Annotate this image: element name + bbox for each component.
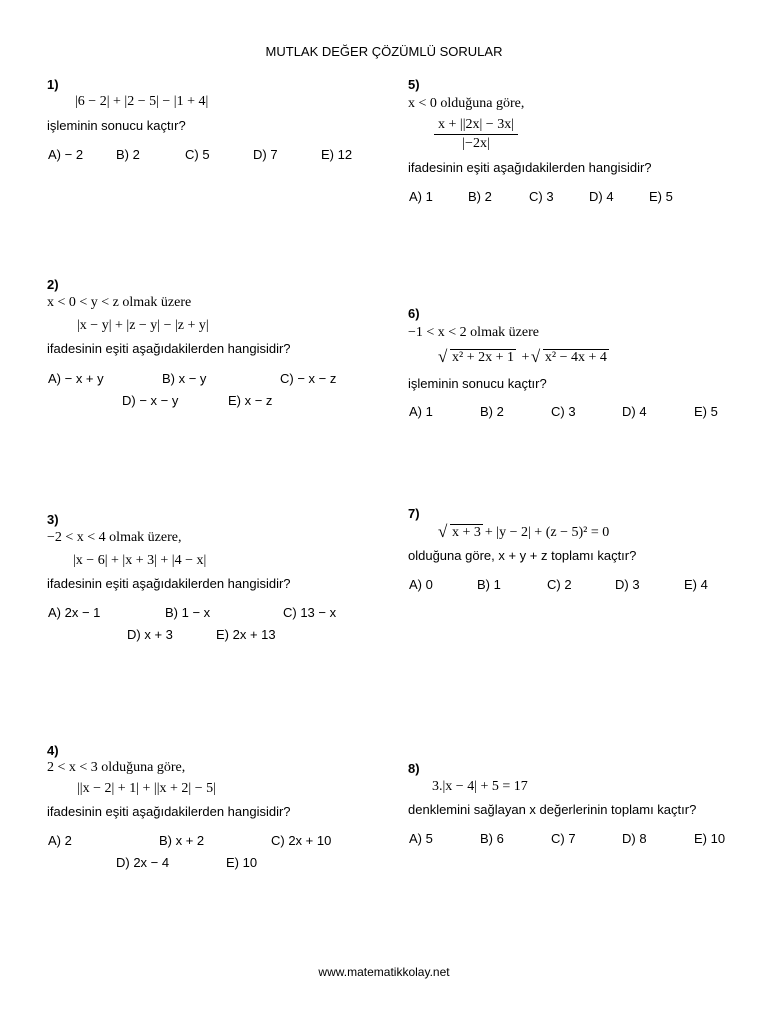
question-3-expression: |x − 6| + |x + 3| + |4 − x| [73,553,207,568]
question-3-condition: −2 < x < 4 olmak üzere, [47,530,182,545]
question-4-choice-b: B) x + 2 [159,833,205,848]
page-title: MUTLAK DEĞER ÇÖZÜMLÜ SORULAR [265,44,503,59]
question-5-condition: x < 0 olduğuna göre, [408,96,525,111]
question-4-condition: 2 < x < 3 olduğuna göre, [47,760,186,775]
question-7-choice-d: D) 3 [615,577,640,592]
question-2-condition: x < 0 < y < z olmak üzere [47,295,192,310]
question-3-choice-a: A) 2x − 1 [48,605,101,620]
question-4-expression: ||x − 2| + 1| + ||x + 2| − 5| [77,781,216,796]
question-8-choice-c: C) 7 [551,831,576,846]
question-2-choice-c: C) − x − z [280,371,337,386]
question-6-plus: + [521,350,530,365]
question-6-choice-d: D) 4 [622,404,647,419]
question-7-choice-a: A) 0 [409,577,433,592]
question-5-choice-e: E) 5 [649,189,673,204]
question-2-number: 2) [47,277,59,292]
question-1-text: işleminin sonucu kaçtır? [47,118,186,133]
question-5-choice-c: C) 3 [529,189,554,204]
question-6-radicand-1: x² + 2x + 1 [452,350,514,365]
question-7-choice-e: E) 4 [684,577,708,592]
question-7-choice-c: C) 2 [547,577,572,592]
question-8-choice-a: A) 5 [409,831,433,846]
question-6-choice-b: B) 2 [480,404,504,419]
question-4-choice-c: C) 2x + 10 [271,833,332,848]
question-4-number: 4) [47,743,59,758]
question-1-choice-a: A) − 2 [48,147,84,162]
footer-website-link[interactable]: www.matematikkolay.net [318,965,450,979]
question-1-number: 1) [47,77,59,92]
question-3-text: ifadesinin eşiti aşağıdakilerden hangisidir? [47,576,291,591]
sqrt-symbol [440,525,483,541]
question-1-choice-b: B) 2 [116,147,140,162]
sqrt-symbol-2 [533,350,609,366]
question-4-choice-a: A) 2 [48,833,72,848]
question-4-choice-d: D) 2x − 4 [116,855,170,870]
question-8-choice-d: D) 8 [622,831,647,846]
question-6-choice-a: A) 1 [409,404,433,419]
question-5-choice-a: A) 1 [409,189,433,204]
question-3-choice-c: C) 13 − x [283,605,337,620]
question-1-choice-d: D) 7 [253,147,278,162]
question-8-text: denklemini sağlayan x değerlerinin toplamı kaçtır? [408,802,697,817]
sqrt-symbol-1 [440,350,516,366]
question-3-choice-e: E) 2x + 13 [216,627,276,642]
question-7-radicand: x + 3 [452,525,481,540]
question-5-number: 5) [408,77,420,92]
question-4-text: ifadesinin eşiti aşağıdakilerden hangisidir? [47,804,291,819]
question-5-numerator: x + ||2x| − 3x| [434,116,518,135]
question-5-denominator: |−2x| [462,136,490,151]
question-6-choice-e: E) 5 [694,404,718,419]
question-2-text: ifadesinin eşiti aşağıdakilerden hangisidir? [47,341,291,356]
question-6-text: işleminin sonucu kaçtır? [408,376,547,391]
question-3-choice-b: B) 1 − x [165,605,211,620]
question-2-choice-a: A) − x + y [48,371,104,386]
question-6-number: 6) [408,306,420,321]
question-2-choice-d: D) − x − y [122,393,179,408]
question-7-equation-rest: + |y − 2| + (z − 5)² = 0 [484,525,610,540]
question-8-choice-b: B) 6 [480,831,504,846]
question-3-choice-d: D) x + 3 [127,627,173,642]
question-6-expression [440,350,611,366]
question-7-equation [440,525,609,541]
question-8-equation: 3.|x − 4| + 5 = 17 [432,779,528,794]
question-5-fraction [434,116,518,153]
question-1-expression: |6 − 2| + |2 − 5| − |1 + 4| [75,94,209,109]
question-8-choice-e: E) 10 [694,831,726,846]
question-5-choice-d: D) 4 [589,189,614,204]
question-6-radicand-2: x² − 4x + 4 [544,350,607,365]
question-3-number: 3) [47,512,59,527]
question-8-number: 8) [408,761,420,776]
question-1-choice-e: E) 12 [321,147,353,162]
question-7-number: 7) [408,506,420,521]
question-5-choice-b: B) 2 [468,189,492,204]
question-7-text: olduğuna göre, x + y + z toplamı kaçtır? [408,548,637,563]
question-6-condition: −1 < x < 2 olmak üzere [408,325,539,340]
question-7-choice-b: B) 1 [477,577,501,592]
question-5-text: ifadesinin eşiti aşağıdakilerden hangisidir? [408,160,652,175]
question-2-choice-e: E) x − z [228,393,273,408]
question-2-choice-b: B) x − y [162,371,207,386]
question-4-choice-e: E) 10 [226,855,258,870]
question-2-expression: |x − y| + |z − y| − |z + y| [77,318,209,333]
question-6-choice-c: C) 3 [551,404,576,419]
question-1-choice-c: C) 5 [185,147,210,162]
